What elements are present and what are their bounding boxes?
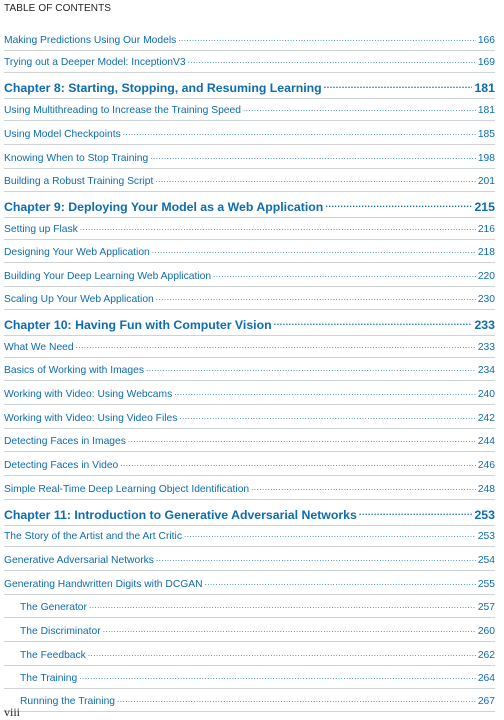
row-divider — [4, 144, 495, 145]
toc-chapter-entry[interactable] — [4, 317, 495, 333]
toc-section-entry[interactable] — [4, 175, 495, 189]
toc-section-entry[interactable] — [4, 270, 495, 284]
toc-entry-title: The Training — [20, 673, 78, 684]
dot-leader — [188, 56, 476, 70]
row-divider — [4, 120, 495, 121]
row-divider — [4, 309, 495, 310]
toc-entry-title: Building a Robust Training Script — [4, 176, 154, 187]
toc-section-entry[interactable] — [4, 364, 495, 378]
toc-chapter-entry[interactable] — [4, 507, 495, 523]
toc-section-entry[interactable] — [4, 625, 495, 639]
toc-entry-page: 248 — [477, 484, 495, 495]
row-divider — [4, 665, 495, 666]
toc-entry-page: 267 — [477, 696, 495, 707]
toc-entry-page: 218 — [477, 247, 495, 258]
dot-leader — [76, 341, 476, 355]
toc-entry-title: Knowing When to Stop Training — [4, 153, 149, 164]
dot-leader — [156, 293, 476, 307]
row-divider — [4, 50, 495, 51]
toc-entry-title: The Generator — [20, 602, 87, 613]
toc-entry-title: Using Model Checkpoints — [4, 129, 121, 140]
toc-section-entry[interactable] — [4, 56, 495, 70]
toc-section-entry[interactable] — [4, 246, 495, 260]
dot-leader — [79, 672, 476, 686]
toc-entry-title: Running the Training — [20, 696, 116, 707]
toc-entry-page: 201 — [477, 176, 495, 187]
row-divider — [4, 641, 495, 642]
dot-leader — [243, 104, 476, 118]
toc-entry-title: Designing Your Web Application — [4, 247, 150, 258]
dot-leader — [155, 175, 475, 189]
toc-section-entry[interactable] — [4, 578, 495, 592]
dot-leader — [359, 507, 473, 523]
dot-leader — [89, 601, 476, 615]
toc-entry-title: Chapter 8: Starting, Stopping, and Resuming Learning — [4, 81, 322, 95]
toc-section-entry[interactable] — [4, 293, 495, 307]
dot-leader — [324, 80, 473, 96]
toc-entry-page: 244 — [477, 436, 495, 447]
toc-entry-title: Working with Video: Using Webcams — [4, 389, 173, 400]
row-divider — [4, 688, 495, 689]
dot-leader — [103, 625, 476, 639]
row-divider — [4, 357, 495, 358]
row-divider — [4, 380, 495, 381]
dot-leader — [179, 412, 475, 426]
toc-section-entry[interactable] — [4, 435, 495, 449]
toc-entry-page: 220 — [477, 271, 495, 282]
dot-leader — [152, 246, 476, 260]
toc-entry-page: 181 — [474, 81, 495, 95]
toc-entry-page: 233 — [477, 342, 495, 353]
toc-entry-page: 234 — [477, 365, 495, 376]
dot-leader — [205, 578, 476, 592]
toc-section-entry[interactable] — [4, 152, 495, 166]
dot-leader — [156, 554, 476, 568]
toc-entry-title: The Story of the Artist and the Art Critic — [4, 531, 182, 542]
dot-leader — [325, 199, 472, 215]
row-divider — [4, 262, 495, 263]
toc-entry-page: 253 — [474, 508, 495, 522]
toc-entry-page: 257 — [477, 602, 495, 613]
toc-section-entry[interactable] — [4, 483, 495, 497]
dot-leader — [274, 317, 473, 333]
toc-entry-title: Detecting Faces in Video — [4, 460, 119, 471]
row-divider — [4, 239, 495, 240]
row-divider — [4, 499, 495, 500]
row-divider — [4, 217, 495, 218]
toc-entry-title: Using Multithreading to Increase the Training Speed — [4, 105, 241, 116]
toc-entry-page: 246 — [477, 460, 495, 471]
toc-entry-page: 254 — [477, 555, 495, 566]
toc-chapter-entry[interactable] — [4, 80, 495, 96]
toc-entry-title: Chapter 9: Deploying Your Model as a Web Application — [4, 200, 324, 214]
row-divider — [4, 404, 495, 405]
toc-entry-page: 215 — [474, 200, 495, 214]
toc-entry-title: Basics of Working with Images — [4, 365, 145, 376]
dot-leader — [120, 459, 476, 473]
toc-entry-page: 240 — [477, 389, 495, 400]
toc-entry-page: 260 — [477, 626, 495, 637]
toc-entry-title: Detecting Faces in Images — [4, 436, 126, 447]
toc-entry-title: Making Predictions Using Our Models — [4, 35, 177, 46]
row-divider — [4, 451, 495, 452]
toc-section-entry[interactable] — [4, 341, 495, 355]
toc-section-entry[interactable] — [4, 34, 495, 48]
dot-leader — [178, 34, 476, 48]
row-divider — [4, 617, 495, 618]
toc-entry-title: Generating Handwritten Digits with DCGAN — [4, 579, 203, 590]
toc-entry-title: Trying out a Deeper Model: InceptionV3 — [4, 57, 186, 68]
toc-section-entry[interactable] — [4, 459, 495, 473]
toc-section-entry[interactable] — [4, 554, 495, 568]
dot-leader — [174, 388, 476, 402]
dot-leader — [117, 695, 476, 709]
row-divider — [4, 335, 495, 336]
dot-leader — [128, 435, 476, 449]
toc-section-entry[interactable] — [4, 104, 495, 118]
dot-leader — [184, 530, 476, 544]
toc-entry-page: 198 — [477, 153, 495, 164]
dot-leader — [88, 649, 476, 663]
dot-leader — [146, 364, 476, 378]
toc-section-entry[interactable] — [4, 128, 495, 142]
row-divider — [4, 286, 495, 287]
row-divider — [4, 168, 495, 169]
toc-section-entry[interactable] — [4, 223, 495, 237]
toc-entry-page: 169 — [477, 57, 495, 68]
row-divider — [4, 191, 495, 192]
row-divider — [4, 475, 495, 476]
toc-entry-page: 185 — [477, 129, 495, 140]
toc-entry-page: 216 — [477, 224, 495, 235]
toc-entry-page: 242 — [477, 413, 495, 424]
toc-entry-page: 230 — [477, 294, 495, 305]
toc-entry-page: 181 — [477, 105, 495, 116]
toc-entry-title: Building Your Deep Learning Web Application — [4, 271, 212, 282]
toc-entry-title: Working with Video: Using Video Files — [4, 413, 178, 424]
toc-entry-title: Setting up Flask — [4, 224, 78, 235]
toc-section-entry[interactable] — [4, 412, 495, 426]
toc-section-entry[interactable] — [4, 530, 495, 544]
dot-leader — [123, 128, 476, 142]
running-head: TABLE OF CONTENTS — [4, 3, 112, 14]
toc-section-entry[interactable] — [4, 388, 495, 402]
row-divider — [4, 72, 495, 73]
row-divider — [4, 428, 495, 429]
row-divider — [4, 525, 495, 526]
toc-entry-page: 264 — [477, 673, 495, 684]
toc-section-entry[interactable] — [4, 601, 495, 615]
toc-entry-page: 166 — [477, 35, 495, 46]
toc-entry-title: Simple Real-Time Deep Learning Object Identification — [4, 484, 250, 495]
toc-entry-title: Scaling Up Your Web Application — [4, 294, 154, 305]
toc-section-entry[interactable] — [4, 672, 495, 686]
dot-leader — [80, 223, 476, 237]
toc-section-entry[interactable] — [4, 695, 495, 709]
row-divider — [4, 594, 495, 595]
toc-entry-title: The Discriminator — [20, 626, 101, 637]
dot-leader — [251, 483, 476, 497]
toc-entry-page: 262 — [477, 650, 495, 661]
toc-entry-title: Chapter 11: Introduction to Generative Adversarial Networks — [4, 508, 357, 522]
row-divider — [4, 98, 495, 99]
toc-entry-title: Generative Adversarial Networks — [4, 555, 154, 566]
toc-entry-title: Chapter 10: Having Fun with Computer Vision — [4, 318, 272, 332]
toc-chapter-entry[interactable] — [4, 199, 495, 215]
toc-section-entry[interactable] — [4, 649, 495, 663]
toc-entry-title: What We Need — [4, 342, 74, 353]
row-divider — [4, 570, 495, 571]
row-divider — [4, 546, 495, 547]
dot-leader — [213, 270, 476, 284]
dot-leader — [150, 152, 476, 166]
toc-entry-title: The Feedback — [20, 650, 86, 661]
toc-entry-page: 233 — [474, 318, 495, 332]
page-number: viii — [4, 705, 21, 719]
row-divider — [4, 711, 495, 712]
toc-entry-page: 255 — [477, 579, 495, 590]
toc-entry-page: 253 — [477, 531, 495, 542]
